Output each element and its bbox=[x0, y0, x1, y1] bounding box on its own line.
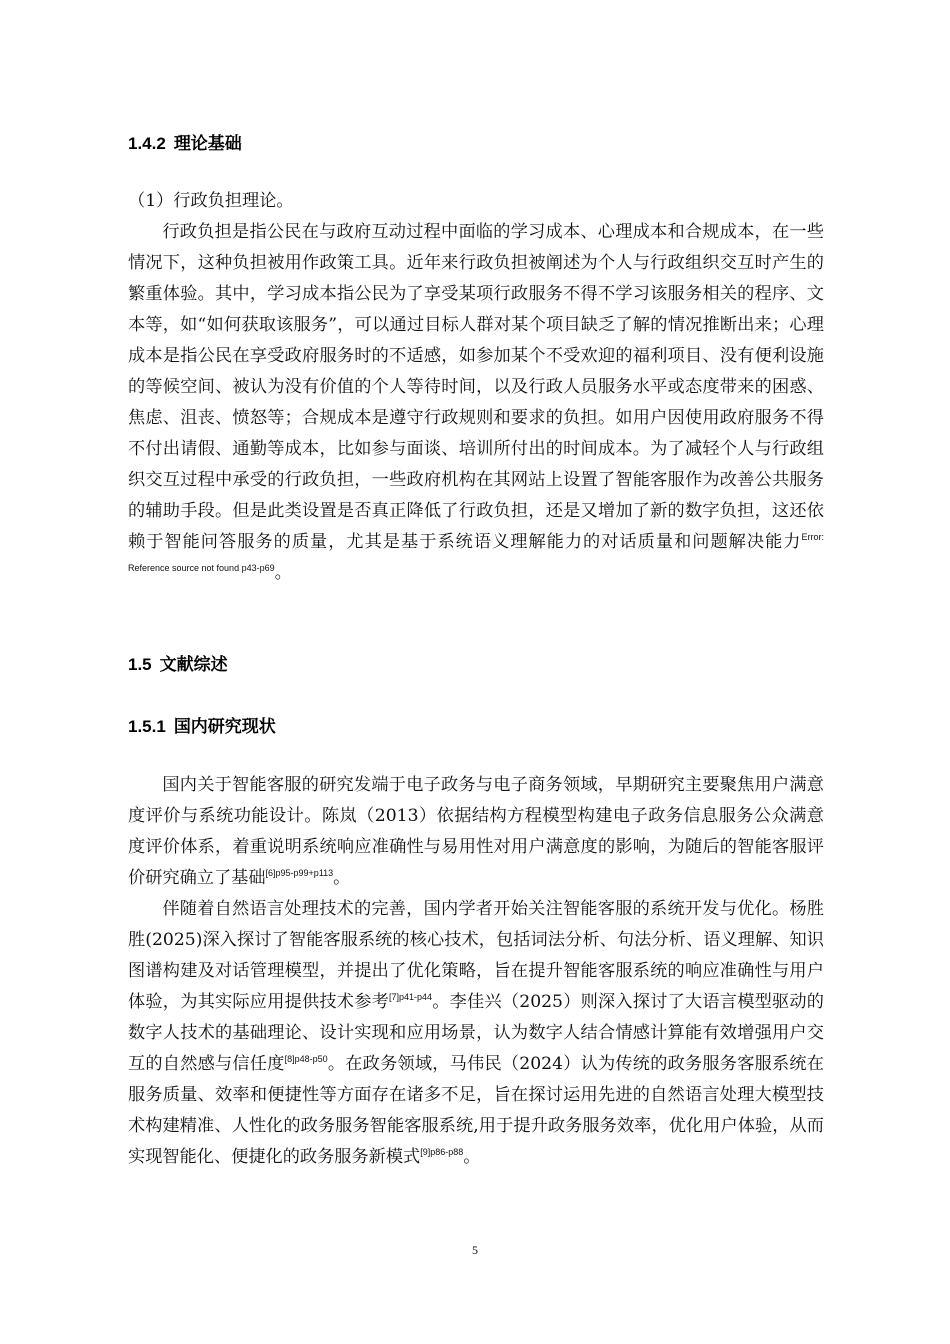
paragraph-end: 。 bbox=[463, 1147, 481, 1167]
paragraph-text: 行政负担是指公民在与政府互动过程中面临的学习成本、心理成本和合规成本，在一些情况下，这种负担被用作政策工具。近年来行政负担被阐述为个人与行政组织交互时产生的繁重体验。其中，学习成本指公民为了享受某项行政服务不得不学习该服务相关的程序、文本等，如“如何获取该服务”，可以通过目标人群对某个项目缺乏了解的情况推断出来；心理成本是指公民在享受政府服务时的不适感，如参加某个不受欢迎的福利项目、没有便利设施的等候空间、被认为没有价值的个人等待时间，以及行政人员服务水平或态度带来的困惑、焦虑、沮丧、愤怒等；合规成本是遵守行政规则和要求的负担。如用户因使用政府服务不得不付出请假、通勤等成本，比如参与面谈、培训所付出的时间成本。为了减轻个人与行政组织交互过程中承受的行政负担，一些政府机构在其网站上设置了智能客服作为改善公共服务的辅助手段。但是此类设置是否真正降低了行政负担，还是又增加了新的数字负担，这还依赖于智能问答服务的质量，尤其是基于系统语义理解能力的对话质量和问题解决能力 bbox=[128, 222, 824, 552]
paragraph-administrative-burden bbox=[128, 217, 824, 589]
section-number: 1.4.2 bbox=[128, 134, 166, 153]
section-heading-1-4-2 bbox=[128, 129, 242, 154]
section-heading-1-5-1 bbox=[128, 712, 276, 737]
citation-6: [6]p95-p99+p113 bbox=[265, 868, 334, 878]
section-title: 文献综述 bbox=[159, 655, 228, 674]
theory-block bbox=[128, 186, 824, 589]
reference-error-note: Error: Reference source not found p43-p69 bbox=[128, 532, 824, 573]
citation-9: [9]p86-p88 bbox=[420, 1147, 464, 1157]
paragraph-end: 。 bbox=[274, 563, 292, 583]
paragraph-text: 国内关于智能客服的研究发端于电子政务与电子商务领域，早期研究主要聚焦用户满意度评价与系统功能设计。陈岚（2013）依据结构方程模型构建电子政务信息服务公众满意度评价体系，着重说明系统响应准确性与易用性对用户满意度的影响，为随后的智能客服评价研究确立了基础 bbox=[128, 775, 824, 888]
paragraph-text-a: 伴随着自然语言处理技术的完善，国内学者开始关注智能客服的系统开发与优化。杨胜胜(2025)深入探讨了智能客服系统的核心技术，包括词法分析、句法分析、语义理解、知识图谱构建及对话管理模型，并提出了优化策略，旨在提升智能客服系统的响应准确性与用户体验，为其实际应用提供技术参考 bbox=[128, 899, 824, 1012]
paragraph-text-c: 。在政务领域，马伟民（2024）认为传统的政务服务客服系统在服务质量、效率和便捷性等方面存在诸多不足，旨在探讨运用先进的自然语言处理大模型技术构建精准、人性化的政务服务智能客服系统,用于提升政务服务效率，优化用户体验，从而实现智能化、便捷化的政务服务新模式 bbox=[128, 1054, 824, 1167]
page-number: 5 bbox=[472, 1243, 478, 1257]
section-number: 1.5 bbox=[128, 655, 152, 674]
paragraph-end: 。 bbox=[333, 868, 351, 888]
section-title: 国内研究现状 bbox=[173, 717, 276, 736]
paragraph-domestic-2 bbox=[128, 894, 824, 1173]
citation-8: [8]p48-p50 bbox=[284, 1054, 328, 1064]
paragraph-domestic-1 bbox=[128, 770, 824, 894]
subheading-administrative-burden: （1）行政负担理论。 bbox=[128, 191, 294, 211]
citation-7: [7]p41-p44 bbox=[389, 992, 433, 1002]
section-title: 理论基础 bbox=[173, 134, 242, 153]
section-number: 1.5.1 bbox=[128, 717, 166, 736]
domestic-research-block bbox=[128, 770, 824, 1173]
paragraph-text-b: 。李佳兴（2025）则深入探讨了大语言模型驱动的数字人技术的基础理论、设计实现和应用场景，认为数字人结合情感计算能有效增强用户交互的自然感与信任度 bbox=[128, 992, 824, 1074]
section-heading-1-5 bbox=[128, 650, 228, 675]
